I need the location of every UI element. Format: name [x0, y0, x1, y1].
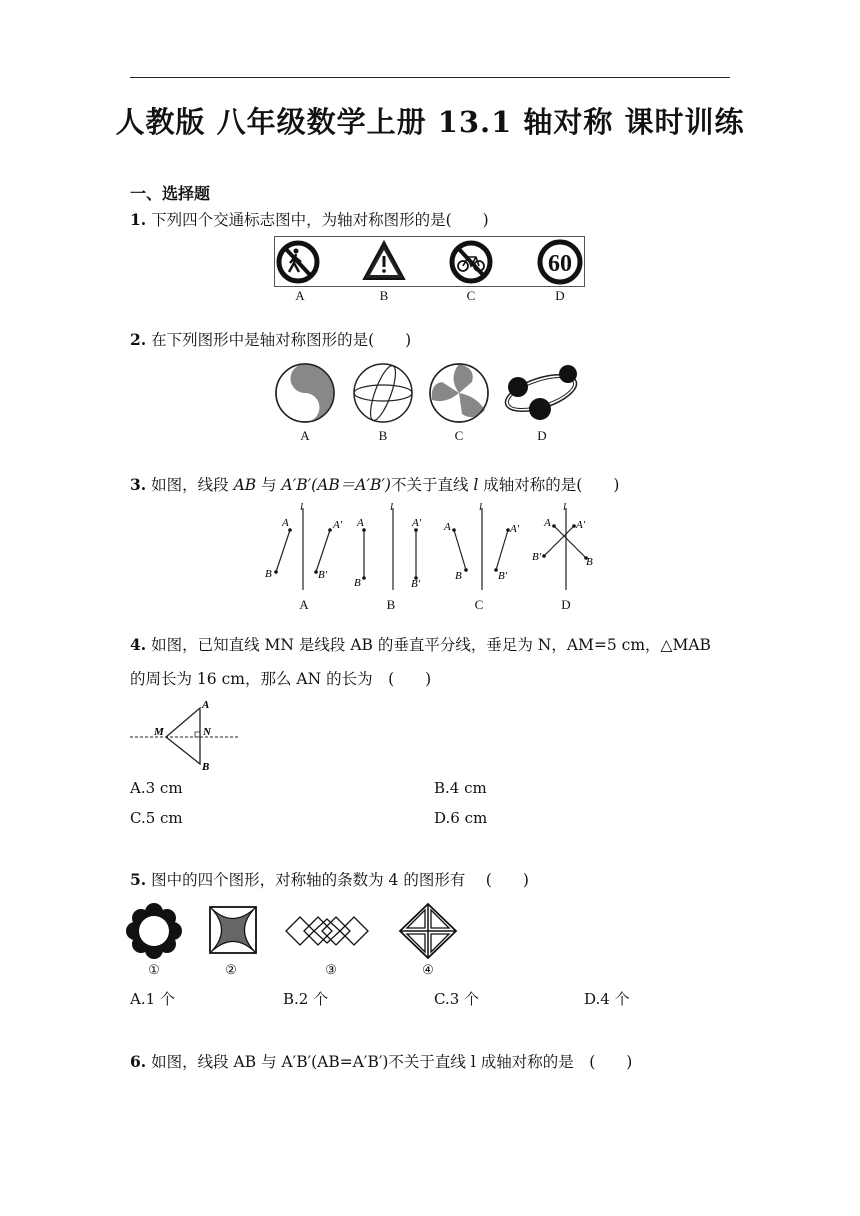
svg-text:A: A: [544, 517, 551, 529]
perpendicular-bisector-figure: [128, 696, 240, 774]
question-number: 6.: [130, 1052, 147, 1071]
sphere-lines-shape-icon: [354, 363, 412, 423]
question-2: [130, 329, 411, 351]
svg-text:A′: A′: [412, 517, 422, 529]
warning-sign-icon: [364, 242, 404, 279]
speed-limit-text: 60: [548, 251, 572, 277]
svg-text:B: B: [586, 556, 593, 568]
option-b[interactable]: B.4 cm: [434, 779, 487, 797]
option-a-diagram: [265, 501, 343, 590]
svg-text:B: B: [202, 761, 210, 773]
svg-text:M: M: [154, 726, 164, 738]
orbit-dots-shape-icon: [501, 365, 581, 420]
figure-label-c: C: [474, 597, 484, 612]
question-text: 图中的四个图形，对称轴的条数为 4 的图形有 ( ): [151, 871, 529, 889]
question-number: 2.: [130, 330, 147, 349]
swirl-shape-icon: [430, 364, 488, 422]
svg-text:l: l: [479, 501, 483, 513]
option-b[interactable]: B.2 个: [283, 990, 329, 1008]
question-3: 3. 如图，线段 AB 与 A′B′(AB＝A′B′)不关于直线 l 成轴对称的是( ): [130, 475, 620, 494]
svg-text:B: B: [354, 577, 361, 589]
svg-text:A′: A′: [333, 519, 343, 531]
question-text-line1: 如图，已知直线 MN 是线段 AB 的垂直平分线，垂足为 N，AM=5 cm，△MAB: [151, 636, 711, 654]
figure-label-b: B: [378, 428, 388, 443]
question-5: [130, 869, 529, 891]
svg-text:A: A: [444, 521, 451, 533]
svg-text:l: l: [563, 501, 567, 513]
figure-label-d: D: [555, 288, 565, 303]
svg-text:B: B: [455, 570, 462, 582]
svg-text:A: A: [202, 699, 210, 711]
option-d[interactable]: D.4 个: [584, 990, 630, 1008]
svg-text:A′: A′: [510, 523, 520, 535]
question-text: 在下列图形中是轴对称图形的是( ): [151, 331, 412, 349]
figure-label-b: B: [386, 597, 396, 612]
no-bicycle-sign-icon: [452, 243, 490, 281]
segments-figure-q3: [262, 500, 602, 596]
figure-label-3: ③: [325, 962, 337, 977]
figure-label-a: A: [299, 597, 309, 612]
option-a[interactable]: A.3 cm: [130, 779, 183, 797]
svg-text:B′: B′: [318, 569, 328, 581]
figure-label-a: A: [300, 428, 310, 443]
option-c-diagram: [443, 501, 520, 590]
figure-label-d: D: [537, 428, 547, 443]
option-c[interactable]: C.3 个: [434, 990, 480, 1008]
question-text: 下列四个交通标志图中，为轴对称图形的是( ): [151, 211, 489, 229]
figure-label-2: ②: [225, 962, 237, 977]
svg-text:B′: B′: [411, 578, 421, 590]
diamond-triangles-shape-icon: [400, 904, 456, 958]
question-1: [130, 209, 489, 231]
shapes-figure-q2: [270, 360, 590, 426]
figure-label-4: ④: [422, 962, 434, 977]
svg-text:B′: B′: [498, 570, 508, 582]
flower-shape-icon: [126, 903, 182, 959]
option-d-diagram: [532, 501, 593, 590]
diamond-chain-shape-icon: [286, 917, 368, 945]
svg-text:B′: B′: [532, 551, 542, 563]
question-number: 1.: [130, 210, 147, 229]
figure-label-d: D: [561, 597, 571, 612]
figure-label-a: A: [295, 288, 305, 303]
shapes-figure-q5: [126, 902, 462, 962]
page-title: 人教版 八年级数学上册 13.1 轴对称 课时训练: [115, 105, 745, 139]
question-4-line2: 的周长为 16 cm，那么 AN 的长为 ( ): [130, 670, 432, 688]
figure-label-b: B: [379, 288, 389, 303]
no-pedestrian-sign-icon: [279, 243, 317, 281]
figure-label-c: C: [466, 288, 476, 303]
header-rule: [130, 77, 730, 78]
question-4: [130, 634, 711, 656]
svg-text:l: l: [300, 501, 304, 513]
svg-text:A: A: [357, 517, 364, 529]
svg-text:A: A: [282, 517, 289, 529]
option-a[interactable]: A.1 个: [130, 990, 175, 1008]
svg-text:l: l: [390, 501, 394, 513]
option-b-diagram: [354, 501, 422, 590]
option-d[interactable]: D.6 cm: [434, 809, 488, 827]
question-6: [130, 1051, 632, 1073]
question-number: 3.: [130, 475, 147, 494]
figure-label-1: ①: [148, 962, 160, 977]
question-number: 4.: [130, 635, 147, 654]
figure-label-c: C: [454, 428, 464, 443]
square-star-shape-icon: [210, 907, 256, 953]
question-text: 如图，线段 AB 与 A′B′(AB=A′B′)不关于直线 l 成轴对称的是 ( ): [151, 1053, 633, 1071]
yin-yang-shape-icon: [276, 364, 334, 422]
traffic-signs-figure: [274, 236, 586, 288]
svg-text:B: B: [265, 568, 272, 580]
svg-text:A′: A′: [576, 519, 586, 531]
section-heading: 一、选择题: [130, 184, 211, 203]
svg-text:N: N: [203, 726, 211, 738]
option-c[interactable]: C.5 cm: [130, 809, 183, 827]
speed-limit-sign-icon: [540, 242, 580, 282]
question-number: 5.: [130, 870, 147, 889]
